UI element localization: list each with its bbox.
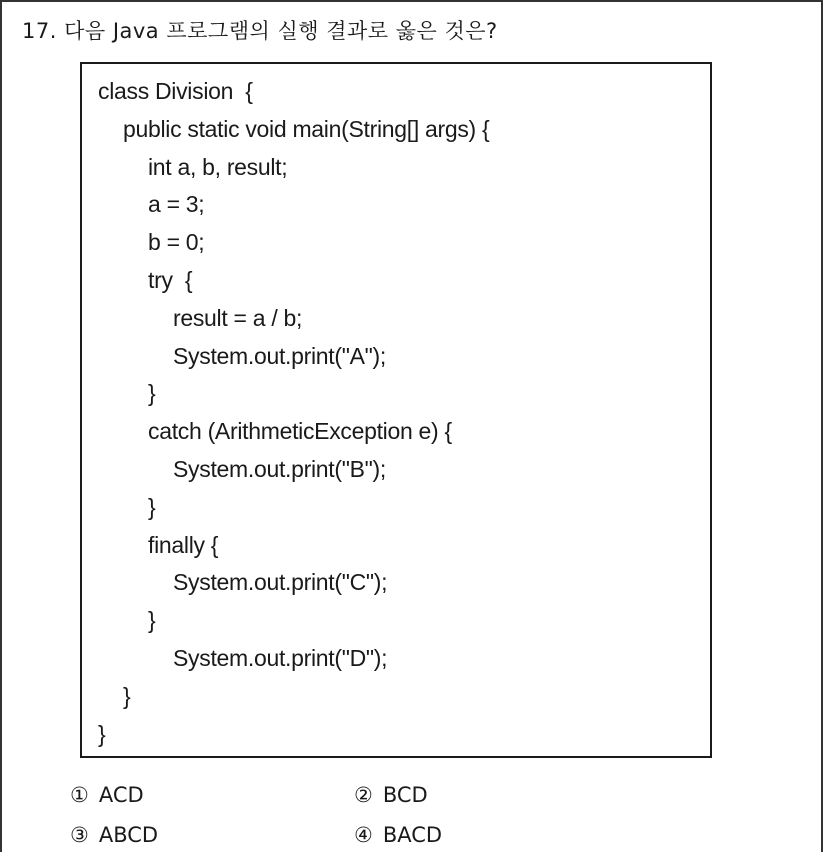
code-line: System.out.print("C"); (173, 569, 388, 596)
choice-number: ② (354, 783, 373, 807)
code-line: System.out.print("B"); (173, 456, 386, 482)
choice-number: ③ (70, 823, 89, 847)
choice-4[interactable] (354, 816, 442, 854)
code-box (80, 62, 712, 758)
code-line: } (98, 720, 106, 747)
choice-label: ABCD (98, 823, 159, 847)
code-line: } (148, 380, 156, 407)
choice-label: BCD (382, 783, 428, 807)
code-line: result = a / b; (173, 304, 303, 331)
code-line: } (148, 607, 156, 634)
code-line: a = 3; (148, 191, 205, 218)
code-line: } (148, 493, 156, 520)
choice-3[interactable] (70, 816, 158, 854)
choice-label: BACD (382, 823, 443, 847)
code-line: class Division { (98, 78, 253, 104)
code-line: } (123, 682, 131, 709)
code-line: finally { (148, 531, 219, 558)
code-line: b = 0; (148, 229, 205, 256)
choice-2[interactable] (354, 776, 428, 814)
choice-label: ACD (98, 783, 144, 807)
code-line: try { (148, 267, 193, 293)
choice-number: ① (70, 783, 89, 807)
code-line: System.out.print("D"); (173, 645, 388, 671)
choice-1[interactable] (70, 776, 144, 814)
question-text: 17. 다음 Java 프로그램의 실행 결과로 옳은 것은? (22, 19, 498, 43)
code-line: int a, b, result; (148, 153, 288, 180)
code-line: catch (ArithmeticException e) { (148, 418, 452, 445)
code-line: public static void main(String[] args) { (123, 115, 490, 142)
choice-number: ④ (354, 823, 373, 847)
code-line: System.out.print("A"); (173, 342, 386, 369)
